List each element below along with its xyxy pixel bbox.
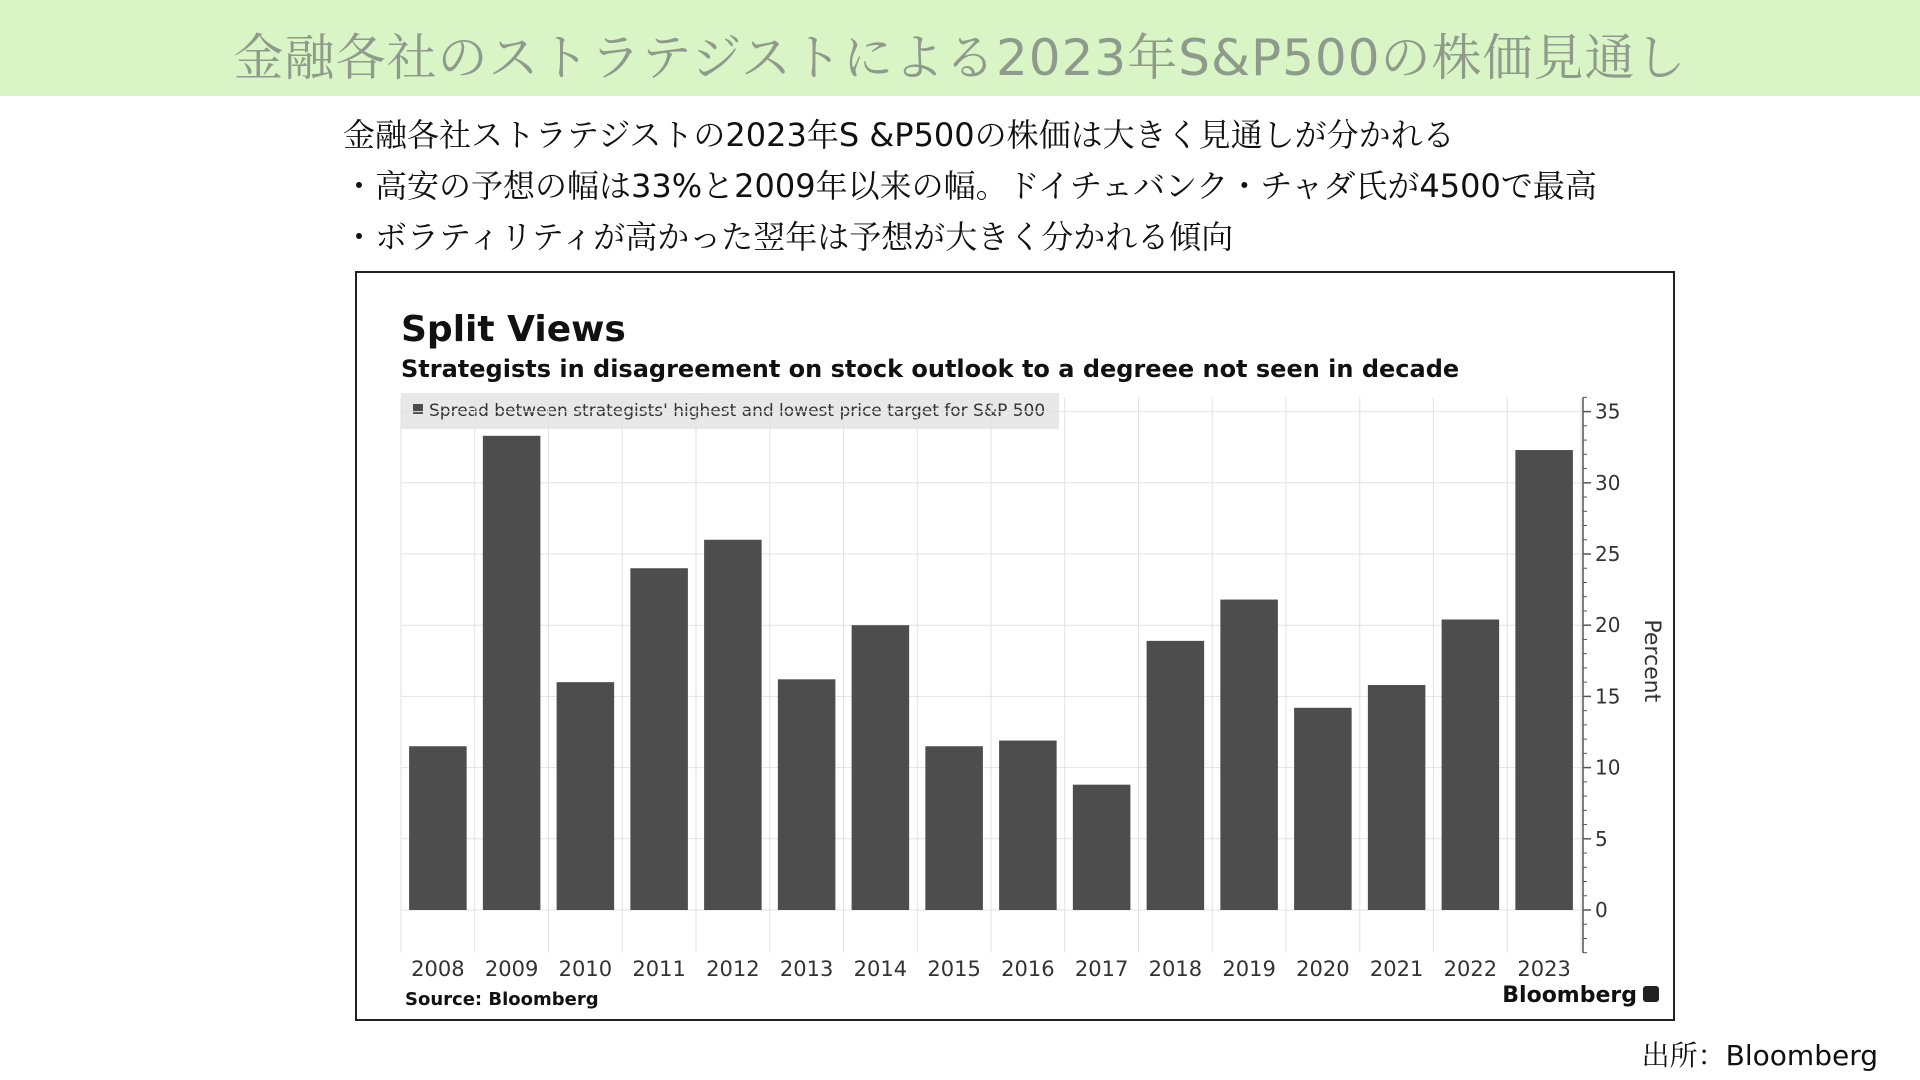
x-tick-label: 2020 bbox=[1296, 957, 1350, 981]
bar-2017 bbox=[1073, 785, 1131, 910]
bar-2014 bbox=[852, 625, 910, 910]
x-tick-label: 2019 bbox=[1222, 957, 1276, 981]
x-tick-label: 2010 bbox=[558, 957, 613, 981]
y-tick-label: 35 bbox=[1595, 399, 1621, 424]
chart-subtitle: Strategists in disagreement on stock outlook to a degreee not seen in decade bbox=[401, 355, 1460, 383]
summary-line-1: 金融各社ストラテジストの2023年S &P500の株価は大きく見通しが分かれる bbox=[343, 116, 1455, 154]
header-banner bbox=[0, 0, 1920, 96]
y-axis-title: Percent bbox=[1639, 619, 1664, 703]
legend-label: Spread between strategists' highest and lowest price target for S&P 500 bbox=[429, 401, 1046, 421]
x-tick-label: 2016 bbox=[1001, 957, 1055, 981]
bar-chart bbox=[357, 273, 1673, 1019]
y-tick-label: 30 bbox=[1595, 470, 1621, 495]
y-tick-label: 20 bbox=[1595, 613, 1621, 638]
bar-2023 bbox=[1515, 450, 1573, 910]
bar-2019 bbox=[1220, 600, 1278, 910]
chart-panel bbox=[355, 271, 1675, 1021]
x-tick-label: 2023 bbox=[1517, 957, 1571, 981]
x-tick-label: 2014 bbox=[853, 957, 908, 981]
x-tick-label: 2021 bbox=[1369, 957, 1424, 981]
x-tick-label: 2015 bbox=[927, 957, 981, 981]
bar-2013 bbox=[778, 679, 836, 910]
bar-2022 bbox=[1442, 620, 1500, 910]
bar-2021 bbox=[1368, 685, 1426, 910]
bar-2010 bbox=[557, 682, 615, 910]
y-tick-label: 10 bbox=[1595, 755, 1621, 780]
x-tick-label: 2013 bbox=[779, 957, 834, 981]
y-tick-label: 5 bbox=[1595, 826, 1608, 851]
footer-source: 出所：Bloomberg bbox=[1641, 1039, 1878, 1072]
summary-line-3: ・ボラティリティが高かった翌年は予想が大きく分かれる傾向 bbox=[343, 218, 1234, 256]
y-tick-label: 25 bbox=[1595, 542, 1621, 566]
bar-2011 bbox=[630, 568, 688, 910]
summary-bullets bbox=[343, 110, 1743, 263]
bar-2018 bbox=[1147, 641, 1205, 910]
x-tick-label: 2022 bbox=[1443, 957, 1498, 981]
chart-brand bbox=[1502, 983, 1659, 1008]
y-tick-label: 0 bbox=[1595, 898, 1608, 922]
chart-title: Split Views bbox=[401, 309, 626, 350]
x-tick-label: 2017 bbox=[1074, 957, 1129, 981]
x-tick-label: 2011 bbox=[632, 957, 686, 981]
y-tick-label: 15 bbox=[1595, 684, 1621, 709]
bar-2008 bbox=[409, 746, 467, 910]
bar-2016 bbox=[999, 741, 1057, 910]
bar-2012 bbox=[704, 540, 762, 910]
bar-2015 bbox=[925, 746, 983, 910]
x-tick-label: 2008 bbox=[411, 957, 465, 981]
brand-label: Bloomberg bbox=[1502, 983, 1637, 1008]
x-tick-label: 2012 bbox=[706, 957, 760, 981]
bar-2020 bbox=[1294, 708, 1352, 910]
bloomberg-logo-icon bbox=[1643, 986, 1659, 1002]
summary-line-2: ・高安の予想の幅は33%と2009年以来の幅。ドイチェバンク・チャダ氏が4500で最高 bbox=[343, 167, 1597, 205]
x-tick-label: 2009 bbox=[484, 957, 539, 981]
chart-source: Source: Bloomberg bbox=[405, 989, 599, 1010]
x-tick-label: 2018 bbox=[1148, 957, 1203, 981]
page-title: 金融各社のストラテジストによる2023年S&P500の株価見通し bbox=[233, 29, 1687, 87]
bar-2009 bbox=[483, 436, 541, 910]
